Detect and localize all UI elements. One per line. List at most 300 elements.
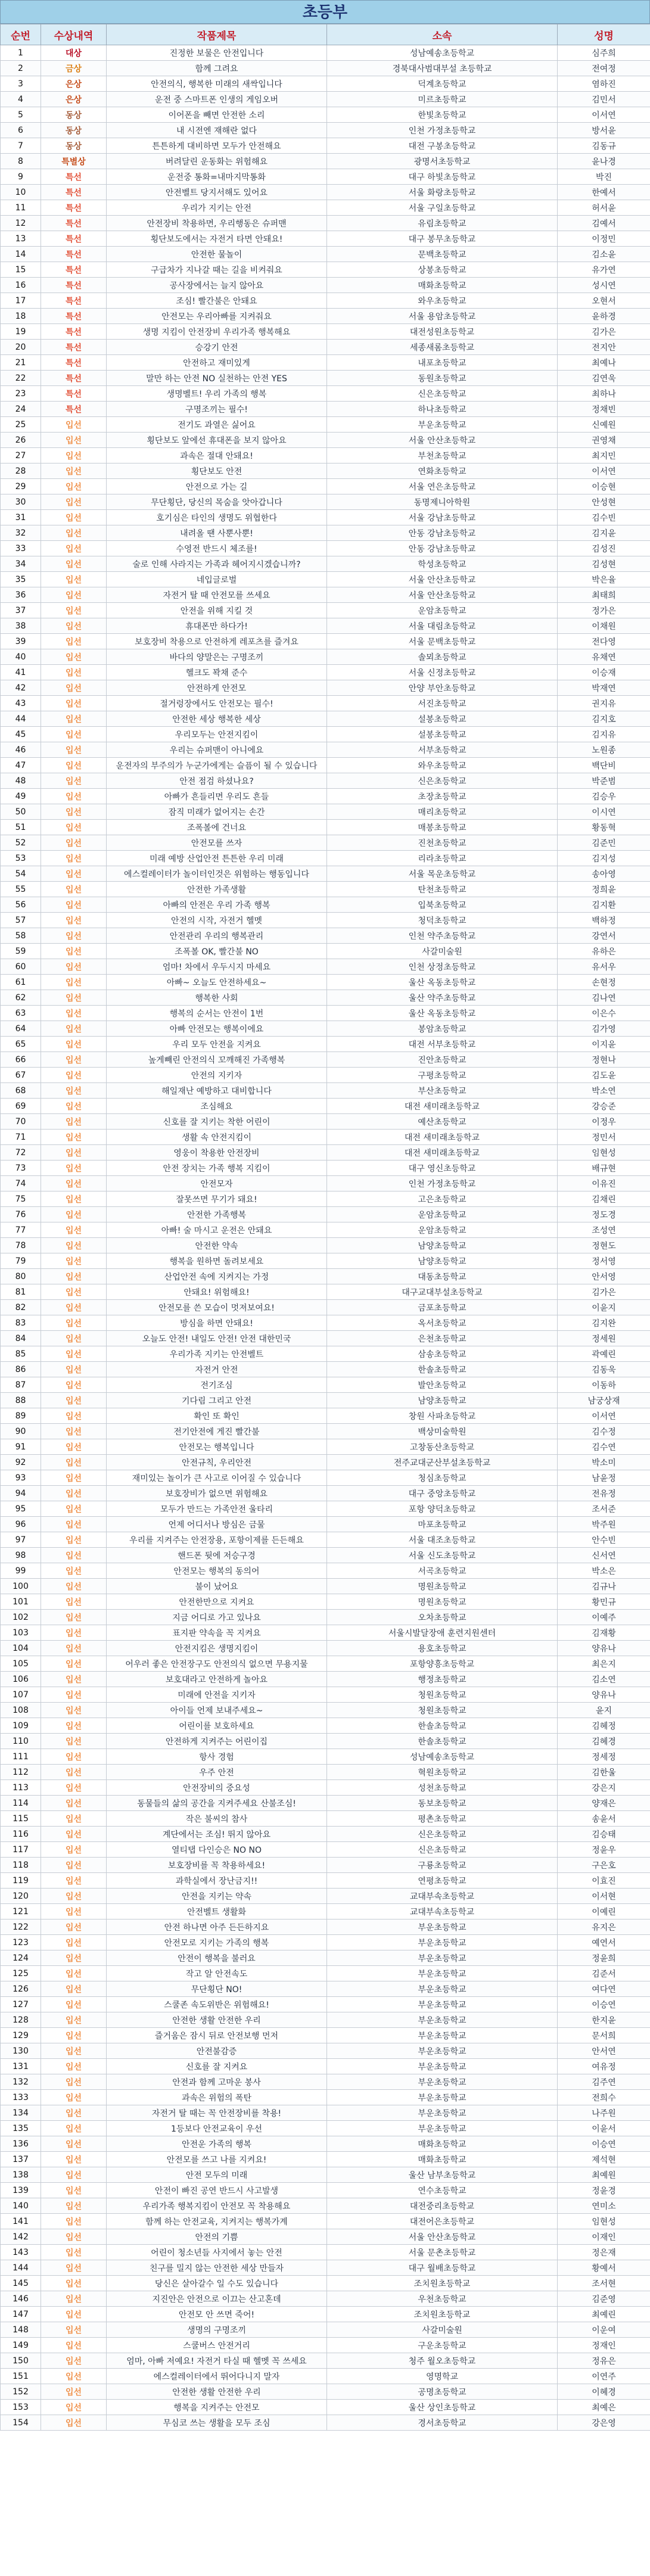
title-cell: 공사장에서는 늘지 않아요 (107, 278, 327, 293)
title-cell: 친구를 밀지 않는 안전한 세상 만들자 (107, 2260, 327, 2276)
table-row (1, 340, 650, 355)
title-cell: 안전 모두의 미래 (107, 2167, 327, 2183)
award-cell: 입선 (41, 587, 107, 603)
school-cell: 백상미술학원 (327, 1424, 558, 1439)
name-cell: 박재연 (558, 680, 650, 696)
row-number: 70 (1, 1114, 41, 1130)
name-cell: 김가은 (558, 1284, 650, 1300)
header-title: 작품제목 (107, 24, 327, 45)
name-cell: 황동혁 (558, 820, 650, 835)
award-cell: 입선 (41, 1873, 107, 1889)
award-cell: 입선 (41, 2043, 107, 2059)
award-cell: 특선 (41, 278, 107, 293)
award-cell: 입선 (41, 820, 107, 835)
name-cell: 이예린 (558, 1904, 650, 1919)
row-number: 74 (1, 1176, 41, 1191)
row-number: 25 (1, 417, 41, 433)
award-cell: 입선 (41, 1950, 107, 1966)
table-row (1, 185, 650, 200)
name-cell: 정현도 (558, 1238, 650, 1253)
title-cell: 높게빼린 안전의식 꼬깨해진 가족행복 (107, 1052, 327, 1068)
title-cell: 엄마, 아빠 저예요! 자전거 타실 때 헬멧 꼭 쓰세요 (107, 2353, 327, 2369)
name-cell: 황민규 (558, 1594, 650, 1610)
school-cell: 경서초등학교 (327, 2415, 558, 2431)
award-cell: 입선 (41, 1130, 107, 1145)
row-number: 36 (1, 587, 41, 603)
title-cell: 스쿨버스 안전거리 (107, 2338, 327, 2353)
title-cell: 안전한 물놀이 (107, 247, 327, 262)
table-row (1, 2136, 650, 2152)
row-number: 45 (1, 727, 41, 742)
school-cell: 진안초등학교 (327, 1052, 558, 1068)
school-cell: 안동 강남초등학교 (327, 525, 558, 541)
title-cell: 안전한 생활 안전한 우리 (107, 2012, 327, 2028)
title-cell: 엄마! 차에서 우두시지 마세요 (107, 959, 327, 975)
name-cell: 노원종 (558, 742, 650, 758)
name-cell: 최태희 (558, 587, 650, 603)
name-cell: 곽예린 (558, 1346, 650, 1362)
table-row (1, 990, 650, 1006)
table-row (1, 928, 650, 944)
row-number: 13 (1, 231, 41, 247)
award-cell: 입선 (41, 2338, 107, 2353)
title-cell: 운전자의 부주의가 누군가에게는 슬픔이 될 수 있습니다 (107, 758, 327, 773)
title-cell: 자전거 탈 때는 꼭 안전장비를 착용! (107, 2105, 327, 2121)
title-cell: 조심해요 (107, 1099, 327, 1114)
school-cell: 대전 구봉초등학교 (327, 138, 558, 154)
title-cell: 지진안은 안전으로 이끄는 산고혼데 (107, 2291, 327, 2307)
title-cell: 확인 또 확인 (107, 1408, 327, 1424)
table-row (1, 773, 650, 789)
award-cell: 입선 (41, 851, 107, 866)
school-cell: 서울 문백초등학교 (327, 634, 558, 649)
school-cell: 인천 가정초등학교 (327, 123, 558, 138)
award-cell: 입선 (41, 1749, 107, 1765)
award-cell: 금상 (41, 61, 107, 76)
award-cell: 입선 (41, 649, 107, 665)
name-cell: 이연주 (558, 2369, 650, 2384)
title-cell: 수영전 반드시 체조를! (107, 541, 327, 556)
award-cell: 입선 (41, 2353, 107, 2369)
row-number: 152 (1, 2384, 41, 2400)
award-cell: 대상 (41, 45, 107, 61)
award-cell: 입선 (41, 2260, 107, 2276)
table-row (1, 1935, 650, 1950)
row-number: 129 (1, 2028, 41, 2043)
award-cell: 입선 (41, 1811, 107, 1827)
name-cell: 김지완 (558, 1315, 650, 1331)
table-row (1, 1827, 650, 1842)
title-cell: 안전이 빠진 공연 반드시 사고발생 (107, 2183, 327, 2198)
name-cell: 최지민 (558, 448, 650, 463)
row-number: 144 (1, 2260, 41, 2276)
title-cell: 조폭볼 OK, 빨간불 NO (107, 944, 327, 959)
school-cell: 탄천초등학교 (327, 882, 558, 897)
row-number: 8 (1, 154, 41, 169)
name-cell: 이유진 (558, 1176, 650, 1191)
title-cell: 구급차가 지나갈 때는 길을 비켜줘요 (107, 262, 327, 278)
table-row (1, 355, 650, 371)
row-number: 76 (1, 1207, 41, 1222)
row-number: 92 (1, 1455, 41, 1470)
table-row (1, 216, 650, 231)
title-cell: 해일재난 예방하고 대비합니다 (107, 1083, 327, 1099)
table-row (1, 200, 650, 216)
school-cell: 경북대사범대부설 초등학교 (327, 61, 558, 76)
row-number: 118 (1, 1858, 41, 1873)
name-cell: 여다연 (558, 1981, 650, 1997)
award-cell: 입선 (41, 727, 107, 742)
award-cell: 입선 (41, 1207, 107, 1222)
name-cell: 황예서 (558, 2260, 650, 2276)
table-row (1, 572, 650, 587)
table-row (1, 758, 650, 773)
award-cell: 입선 (41, 1021, 107, 1037)
title-cell: 영웅이 착용한 안전장비 (107, 1145, 327, 1161)
school-cell: 진천초등학교 (327, 835, 558, 851)
school-cell: 매화초등학교 (327, 2152, 558, 2167)
row-number: 54 (1, 866, 41, 882)
row-number: 149 (1, 2338, 41, 2353)
title-cell: 안돼요! 위험해요! (107, 1284, 327, 1300)
table-row (1, 2152, 650, 2167)
table-row (1, 820, 650, 835)
school-cell: 대전중리초등학교 (327, 2198, 558, 2214)
row-number: 94 (1, 1486, 41, 1501)
award-cell: 동상 (41, 107, 107, 123)
title-cell: 안전하게 안전모 (107, 680, 327, 696)
school-cell: 포항양흥초등학교 (327, 1656, 558, 1672)
table-row (1, 1191, 650, 1207)
row-number: 69 (1, 1099, 41, 1114)
title-cell: 잠직 미래가 없어지는 손간 (107, 804, 327, 820)
school-cell: 은천초등학교 (327, 1331, 558, 1346)
name-cell: 방서윤 (558, 123, 650, 138)
award-cell: 특선 (41, 200, 107, 216)
name-cell: 김재황 (558, 1625, 650, 1641)
award-cell: 입선 (41, 1997, 107, 2012)
row-number: 127 (1, 1997, 41, 2012)
row-number: 138 (1, 2167, 41, 2183)
name-cell: 김준서 (558, 1966, 650, 1981)
title-cell: 안전의식, 행복한 미래의 새싹입니다 (107, 76, 327, 92)
title-cell: 휴대폰만 하다가! (107, 618, 327, 634)
row-number: 77 (1, 1222, 41, 1238)
table-row (1, 1114, 650, 1130)
row-number: 11 (1, 200, 41, 216)
school-cell: 와우초등학교 (327, 758, 558, 773)
row-number: 65 (1, 1037, 41, 1052)
table-row (1, 2183, 650, 2198)
school-cell: 서울 화랑초등학교 (327, 185, 558, 200)
school-cell: 부운초등학교 (327, 1919, 558, 1935)
award-cell: 입선 (41, 1919, 107, 1935)
name-cell: 김승태 (558, 1827, 650, 1842)
table-row (1, 2369, 650, 2384)
title-cell: 오늘도 안전! 내일도 안전! 안전 대한민국 (107, 1331, 327, 1346)
name-cell: 백단비 (558, 758, 650, 773)
row-number: 122 (1, 1919, 41, 1935)
award-cell: 입선 (41, 665, 107, 680)
award-cell: 입선 (41, 882, 107, 897)
award-cell: 입선 (41, 1284, 107, 1300)
table-row (1, 649, 650, 665)
school-cell: 청덕초등학교 (327, 913, 558, 928)
name-cell: 허서윤 (558, 200, 650, 216)
title-cell: 우리가족 지키는 안전벨트 (107, 1346, 327, 1362)
title-cell: 아빠~ 오늘도 안전하세요~ (107, 975, 327, 990)
name-cell: 임현성 (558, 2214, 650, 2229)
name-cell: 정현나 (558, 1052, 650, 1068)
school-cell: 세종새롬초등학교 (327, 340, 558, 355)
school-cell: 울산 상인초등학교 (327, 2400, 558, 2415)
school-cell: 조치원초등학교 (327, 2307, 558, 2322)
award-cell: 입선 (41, 1687, 107, 1703)
table-row (1, 711, 650, 727)
school-cell: 부운초등학교 (327, 1997, 558, 2012)
award-cell: 입선 (41, 541, 107, 556)
school-cell: 마포초등학교 (327, 1517, 558, 1532)
row-number: 46 (1, 742, 41, 758)
name-cell: 김소윤 (558, 247, 650, 262)
school-cell: 인천 가정초등학교 (327, 1176, 558, 1191)
title-cell: 모두가 만드는 가족안전 울타리 (107, 1501, 327, 1517)
school-cell: 고창동산초등학교 (327, 1439, 558, 1455)
row-number: 16 (1, 278, 41, 293)
table-row (1, 1222, 650, 1238)
award-cell: 입선 (41, 1842, 107, 1858)
title-cell: 보호장비 착용으로 안전하게 레포츠를 즐겨요 (107, 634, 327, 649)
award-cell: 입선 (41, 1377, 107, 1393)
table-row (1, 154, 650, 169)
name-cell: 정유은 (558, 2353, 650, 2369)
table-row (1, 1889, 650, 1904)
award-cell: 특선 (41, 185, 107, 200)
row-number: 140 (1, 2198, 41, 2214)
school-cell: 신은초등학교 (327, 386, 558, 402)
school-cell: 리라초등학교 (327, 851, 558, 866)
title-cell: 내려올 땐 사뿐사뿐! (107, 525, 327, 541)
award-cell: 입선 (41, 959, 107, 975)
table-row (1, 1037, 650, 1052)
row-number: 67 (1, 1068, 41, 1083)
table-row (1, 138, 650, 154)
table-row (1, 231, 650, 247)
title-cell: 우주 안전 (107, 1765, 327, 1780)
school-cell: 성천초등학교 (327, 1780, 558, 1796)
name-cell: 김도윤 (558, 1068, 650, 1083)
name-cell: 유지은 (558, 1919, 650, 1935)
row-number: 115 (1, 1811, 41, 1827)
school-cell: 한솔초등학교 (327, 1718, 558, 1734)
title-cell: 말만 하는 안전 NO 실천하는 안전 YES (107, 371, 327, 386)
table-row (1, 123, 650, 138)
award-cell: 입선 (41, 572, 107, 587)
name-cell: 이서현 (558, 1889, 650, 1904)
school-cell: 와우초등학교 (327, 293, 558, 309)
results-table (0, 24, 650, 2431)
row-number: 4 (1, 92, 41, 107)
award-cell: 입선 (41, 448, 107, 463)
row-number: 116 (1, 1827, 41, 1842)
name-cell: 정희윤 (558, 882, 650, 897)
table-row (1, 2012, 650, 2028)
name-cell: 이승재 (558, 665, 650, 680)
school-cell: 성남예송초등학교 (327, 1749, 558, 1765)
row-number: 29 (1, 479, 41, 494)
school-cell: 한솔초등학교 (327, 1734, 558, 1749)
row-number: 124 (1, 1950, 41, 1966)
row-number: 107 (1, 1687, 41, 1703)
award-cell: 입선 (41, 1517, 107, 1532)
table-row (1, 603, 650, 618)
award-cell: 입선 (41, 1796, 107, 1811)
row-number: 32 (1, 525, 41, 541)
school-cell: 성남예송초등학교 (327, 45, 558, 61)
title-cell: 과속은 위험의 폭탄 (107, 2090, 327, 2105)
school-cell: 부운초등학교 (327, 2105, 558, 2121)
name-cell: 김가영 (558, 1021, 650, 1037)
title-cell: 표지판 약속을 꼭 지켜요 (107, 1625, 327, 1641)
school-cell: 대전 새미래초등학교 (327, 1145, 558, 1161)
award-cell: 입선 (41, 2028, 107, 2043)
table-row (1, 1625, 650, 1641)
award-cell: 입선 (41, 1981, 107, 1997)
name-cell: 연미소 (558, 2198, 650, 2214)
name-cell: 정채빈 (558, 402, 650, 417)
school-cell: 옥서초등학교 (327, 1315, 558, 1331)
award-cell: 입선 (41, 1439, 107, 1455)
title-cell: 무단횡단, 당신의 목숨을 앗아갑니다 (107, 494, 327, 510)
row-number: 120 (1, 1889, 41, 1904)
award-cell: 입선 (41, 990, 107, 1006)
school-cell: 구운초등학교 (327, 2338, 558, 2353)
title-cell: 안전모 안 쓰면 죽어! (107, 2307, 327, 2322)
row-number: 47 (1, 758, 41, 773)
name-cell: 최예나 (558, 355, 650, 371)
award-cell: 입선 (41, 1145, 107, 1161)
name-cell: 구은호 (558, 1858, 650, 1873)
name-cell: 나주원 (558, 2105, 650, 2121)
name-cell: 이서연 (558, 1408, 650, 1424)
table-row (1, 944, 650, 959)
title-cell: 보호대라고 안전하게 놀아요 (107, 1672, 327, 1687)
title-cell: 안전한 가족생활 (107, 882, 327, 897)
award-cell: 입선 (41, 2198, 107, 2214)
award-cell: 특선 (41, 247, 107, 262)
name-cell: 송윤서 (558, 1811, 650, 1827)
award-cell: 입선 (41, 618, 107, 634)
title-cell: 생명의 구명조끼 (107, 2322, 327, 2338)
school-cell: 부운초등학교 (327, 2121, 558, 2136)
title-cell: 아이들 언제 보내주세요~ (107, 1703, 327, 1718)
title-cell: 계단에서는 조심! 뛰지 않아요 (107, 1827, 327, 1842)
title-cell: 안전모는 행복의 동의어 (107, 1563, 327, 1579)
table-row (1, 262, 650, 278)
award-cell: 입선 (41, 1161, 107, 1176)
table-row (1, 1579, 650, 1594)
table-row (1, 804, 650, 820)
school-cell: 신은초등학교 (327, 1827, 558, 1842)
row-number: 81 (1, 1284, 41, 1300)
school-cell: 광명서초등학교 (327, 154, 558, 169)
table-row (1, 61, 650, 76)
school-cell: 예산초등학교 (327, 1114, 558, 1130)
table-row (1, 1331, 650, 1346)
row-number: 104 (1, 1641, 41, 1656)
title-cell: 행복을 원하면 돌려보세요 (107, 1253, 327, 1269)
row-number: 98 (1, 1548, 41, 1563)
title-cell: 보호장비를 꼭 착용하세요! (107, 1858, 327, 1873)
name-cell: 정윤우 (558, 1842, 650, 1858)
table-row (1, 2384, 650, 2400)
title-cell: 안전벨트 당지서해도 있어요 (107, 185, 327, 200)
school-cell: 서울 대조초등학교 (327, 1532, 558, 1548)
row-number: 27 (1, 448, 41, 463)
award-cell: 입선 (41, 928, 107, 944)
title-cell: 과속은 절대 안돼요! (107, 448, 327, 463)
school-cell: 명원초등학교 (327, 1594, 558, 1610)
title-cell: 횡단보도에서는 자전거 타면 안돼요! (107, 231, 327, 247)
title-cell: 우리모두는 안전지킴이 (107, 727, 327, 742)
row-number: 87 (1, 1377, 41, 1393)
award-cell: 입선 (41, 1083, 107, 1099)
row-number: 33 (1, 541, 41, 556)
table-row (1, 851, 650, 866)
title-cell: 우리 모두 안전을 지켜요 (107, 1037, 327, 1052)
table-row (1, 1207, 650, 1222)
table-row (1, 293, 650, 309)
name-cell: 양유나 (558, 1641, 650, 1656)
school-cell: 서울 신정초등학교 (327, 665, 558, 680)
award-cell: 입선 (41, 1532, 107, 1548)
name-cell: 배규현 (558, 1161, 650, 1176)
school-cell: 구평초등학교 (327, 1068, 558, 1083)
award-cell: 입선 (41, 1315, 107, 1331)
row-number: 49 (1, 789, 41, 804)
school-cell: 대구 중앙초등학교 (327, 1486, 558, 1501)
school-cell: 서울 안산초등학교 (327, 587, 558, 603)
title-cell: 항사 경험 (107, 1749, 327, 1765)
award-cell: 입선 (41, 2322, 107, 2338)
school-cell: 우천초등학교 (327, 2291, 558, 2307)
title-cell: 언제 어디서나 방심은 금물 (107, 1517, 327, 1532)
title-cell: 버려달린 운동화는 위험해요 (107, 154, 327, 169)
title-cell: 안전의 지키자 (107, 1068, 327, 1083)
award-cell: 입선 (41, 1734, 107, 1749)
school-cell: 안양 부안초등학교 (327, 680, 558, 696)
title-cell: 열티탭 다인승은 NO NO (107, 1842, 327, 1858)
award-cell: 입선 (41, 463, 107, 479)
school-cell: 남양초등학교 (327, 1253, 558, 1269)
award-cell: 입선 (41, 1904, 107, 1919)
name-cell: 최예원 (558, 2167, 650, 2183)
title-cell: 어우러 좋은 안전장구도 안전의식 없으면 무용지물 (107, 1656, 327, 1672)
title-cell: 함께 그려요 (107, 61, 327, 76)
name-cell: 안서연 (558, 2043, 650, 2059)
name-cell: 박소미 (558, 1455, 650, 1470)
table-row (1, 2276, 650, 2291)
table-row (1, 1780, 650, 1796)
name-cell: 정세정 (558, 1749, 650, 1765)
table-row (1, 2198, 650, 2214)
row-number: 110 (1, 1734, 41, 1749)
title-cell: 헬크도 꽉채 준수 (107, 665, 327, 680)
title-cell: 안전모는 우리아빠를 지켜줘요 (107, 309, 327, 324)
award-cell: 동상 (41, 123, 107, 138)
row-number: 12 (1, 216, 41, 231)
table-row (1, 1610, 650, 1625)
